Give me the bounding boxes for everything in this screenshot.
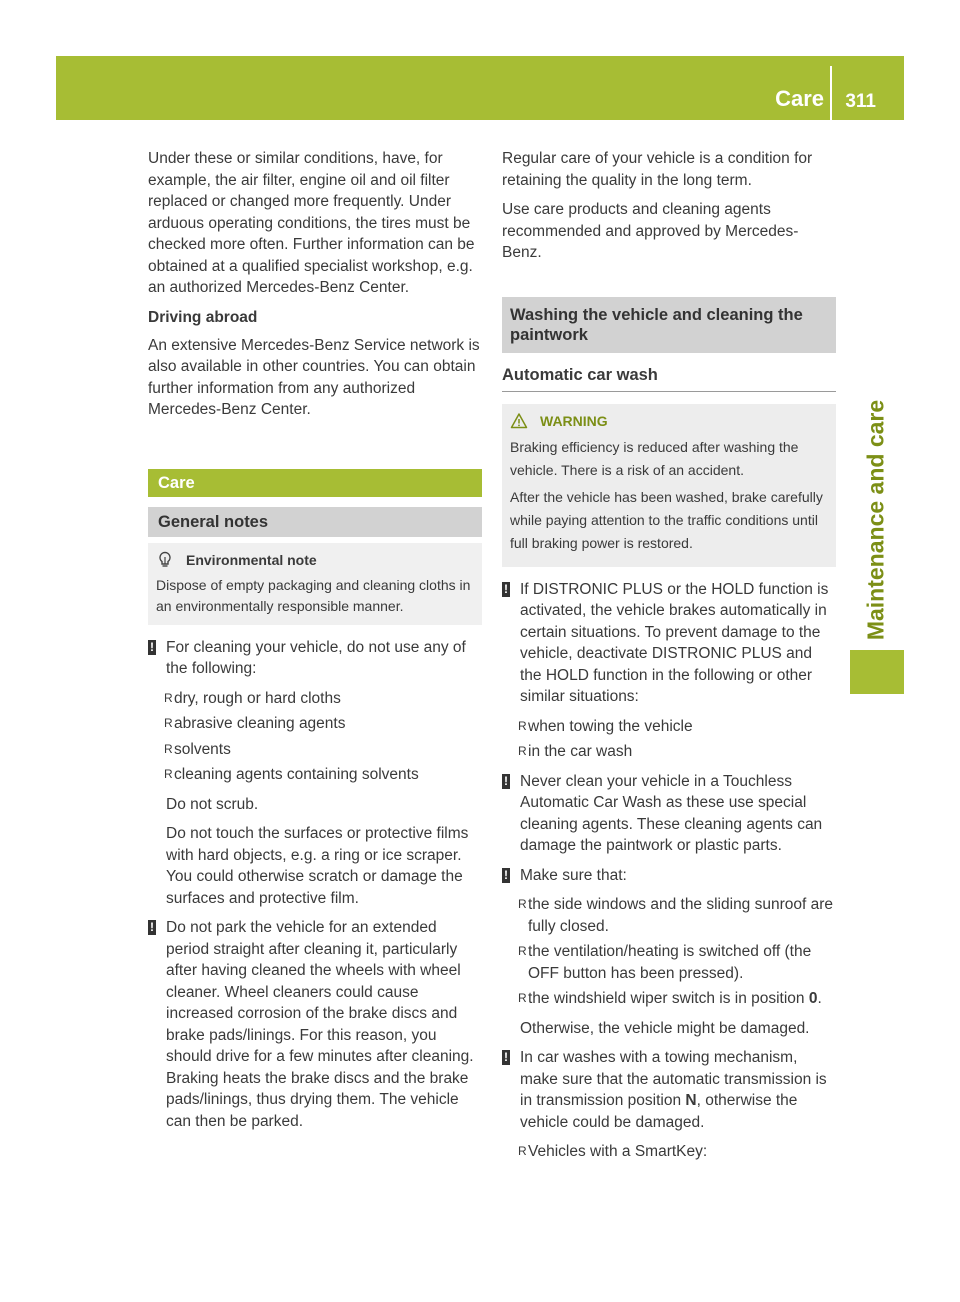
environmental-note-title: Environmental note: [186, 551, 317, 568]
side-tab-marker: [850, 650, 904, 694]
caution-icon: !: [150, 920, 154, 934]
left-column: [148, 148, 482, 1140]
warning-box: [502, 404, 836, 567]
caution-followup: Otherwise, the vehicle might be damaged.: [520, 1019, 810, 1037]
caution-note: [502, 579, 836, 708]
list-item: R the ventilation/heating is switched off (the OFF button has been pressed).: [518, 943, 812, 982]
caution-text: In car washes with a towing mechanism, make sure that the automatic transmission is in transmission position N, otherwise the vehicle could be damaged.: [520, 1049, 827, 1131]
list-item: R Vehicles with a SmartKey:: [518, 1143, 708, 1160]
list-item: R cleaning agents containing solvents: [164, 766, 419, 783]
intro-paragraph: Use care products and cleaning agents recommended and approved by Mercedes-Benz.: [502, 201, 799, 261]
lightbulb-icon: [156, 551, 174, 569]
section-title: Care: [775, 86, 824, 111]
automatic-car-wash-heading: Automatic car wash: [502, 362, 836, 392]
warning-triangle-icon: [510, 412, 528, 430]
caution-note: [502, 771, 836, 857]
driving-abroad-heading: Driving abroad: [148, 308, 258, 326]
washing-heading: Washing the vehicle and cleaning the paintwork: [502, 297, 836, 353]
header-divider: [830, 66, 832, 120]
caution-icon: !: [504, 867, 508, 882]
caution-followup: Do not touch the surfaces or protective films with hard objects, e.g. a ring or ice scraper. You could otherwise scratch or damage the surfaces and protective film.: [166, 825, 469, 907]
bullet-list: [502, 1141, 836, 1163]
caution-icon: !: [150, 639, 154, 654]
bullet-list: [502, 716, 836, 763]
list-item: R in the car wash: [518, 743, 633, 760]
bullet-list: [502, 894, 836, 1010]
bullet-list: [148, 688, 482, 786]
caution-text: If DISTRONIC PLUS or the HOLD function is activated, the vehicle brakes automatically in certain situations. To prevent damage to the vehicle, deactivate DISTRONIC PLUS and the HOLD function in the following or other similar situations:: [520, 580, 829, 705]
environmental-note-text: Dispose of empty packaging and cleaning cloths in an environmentally responsible manner.: [156, 576, 471, 614]
list-item: R the side windows and the sliding sunroof are fully closed.: [518, 896, 834, 935]
warning-text: After the vehicle has been washed, brake carefully while paying attention to the traffic conditions until full braking power is restored.: [510, 488, 823, 551]
intro-paragraph: Under these or similar conditions, have, for example, the air filter, engine oil and oil filter replaced or changed more frequently. Under arduous operating conditions, the tires must be checked more often. Further information can be obtained at a qualified specialist workshop, e.g. an authorized Mercedes-Benz Center.: [148, 150, 475, 296]
caution-text: Make sure that:: [520, 866, 627, 884]
page-number: 311: [845, 91, 876, 112]
care-heading: Care: [148, 469, 482, 497]
intro-paragraph: Regular care of your vehicle is a condition for retaining the quality in the long term.: [502, 150, 813, 189]
driving-abroad-text: An extensive Mercedes-Benz Service network is also available in other countries. You can obtain further information from any authorized Mercedes-Benz Center.: [148, 336, 480, 418]
caution-text: Do not park the vehicle for an extended period straight after cleaning it, particularly after having cleaned the wheels with wheel cleaner. Wheel cleaners could cause increased corrosion of the brake discs and brake pads/linings. For this reason, you should drive for a few minutes after cleaning. Braking heats the brake discs and the brake pads/linings, thus drying them. The vehicle can then be parked.: [166, 919, 474, 1130]
caution-text: Never clean your vehicle in a Touchless Automatic Car Wash as these use special cleaning agents. These cleaning agents can damage the paintwork or plastic parts.: [520, 772, 823, 854]
warning-text: Braking efficiency is reduced after washing the vehicle. There is a risk of an accident.: [510, 438, 799, 478]
list-item: R when towing the vehicle: [518, 717, 693, 735]
caution-followup: Do not scrub.: [166, 795, 259, 813]
list-item: R dry, rough or hard cloths: [164, 689, 341, 707]
list-item: R solvents: [164, 740, 231, 758]
list-item: R the windshield wiper switch is in position 0.: [518, 990, 822, 1007]
caution-icon: !: [504, 773, 508, 788]
environmental-note: [148, 543, 482, 625]
caution-text: For cleaning your vehicle, do not use any of the following:: [166, 638, 466, 677]
general-notes-heading: General notes: [148, 507, 482, 537]
caution-icon: !: [504, 581, 508, 596]
warning-title: WARNING: [540, 412, 608, 429]
caution-note: [502, 865, 836, 887]
caution-note: [502, 1047, 836, 1133]
header-bar: [56, 56, 904, 120]
right-column: [502, 148, 836, 1171]
caution-note: [148, 637, 482, 680]
list-item: R abrasive cleaning agents: [164, 715, 346, 732]
side-tab-label: Maintenance and care: [862, 399, 889, 641]
caution-note: [148, 917, 482, 1132]
caution-icon: !: [504, 1050, 508, 1064]
